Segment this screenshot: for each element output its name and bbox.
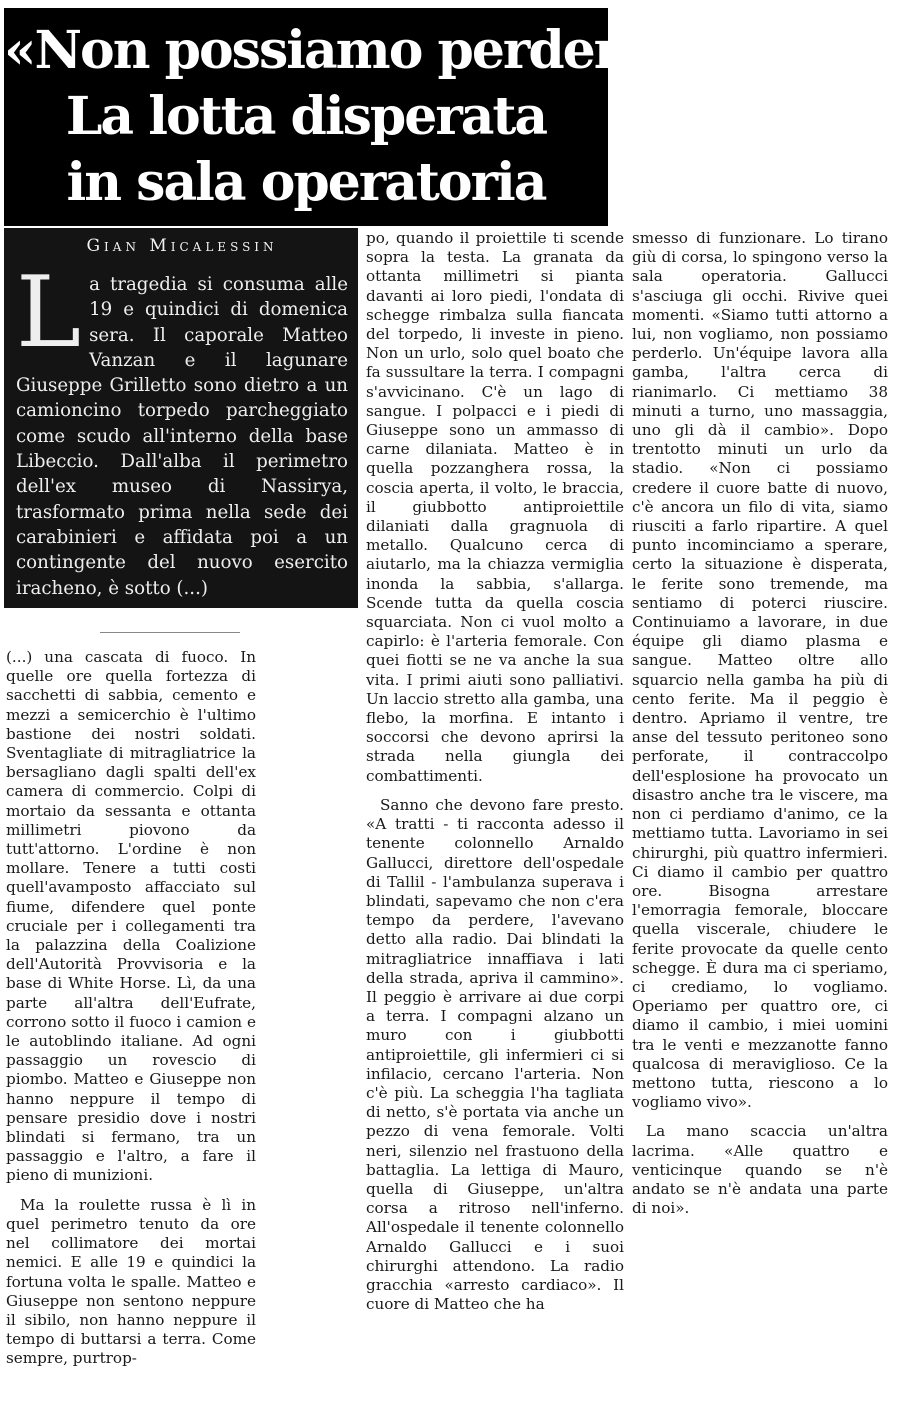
- paragraph: Sanno che devono fare presto. «A tratti - ti racconta adesso il tenente colonnello Arnaldo Gallucci, direttore dell'ospedale di Tallil - l'ambulanza superava i blindati, sapevamo che non c'era tempo da perdere, l'avevano detto alla radio. Dai blindati la mitragliatrice innaffiava i lati della strada, apriva il cammino». Il peggio è arrivare ai due corpi a terra. I compagni alzano un muro con i giubbotti antiproiettile, gli infermieri ci si infilacio, cercano l'arteria. Non c'è più. La scheggia l'ha tagliata di netto, s'è portata via anche un pezzo di vena femorale. Volti neri, silenzio nel frastuono della battaglia. La lettiga di Mauro, quella di Giuseppe, un'altra corsa a ritroso nell'inferno. All'ospedale il tenente colonnello Arnaldo Gallucci e i suoi chirurghi attendono. La radio gracchia «arresto cardiaco». Il cuore di Matteo che ha: [366, 795, 624, 1314]
- paragraph: (...) una cascata di fuoco. In quelle ore quella fortezza di sacchetti di sabbia, cemento e mezzi a semicerchio è l'ultimo bastione dei nostri soldati. Sventagliate di mitragliatrice la bersagliano dagli spalti dell'ex camera di commercio. Colpi di mortaio da sessanta e ottanta millimetri piovono da tutt'attorno. L'ordine è non mollare. Tenere a tutti costi quell'avamposto affacciato sul fiume, difendere quel ponte cruciale per i collegamenti tra la palazzina della Coalizione dell'Autorità Provvisoria e la base di White Horse. Lì, da una parte all'altra dell'Eufrate, corrono sotto il fuoco i camion e le autoblindo italiane. Ad ogni passaggio un rovescio di piombo. Matteo e Giuseppe non hanno neppure il tempo di pensare presidio dove i nostri blindati si fermano, tra un passaggio e l'altro, a fare il pieno di munizioni.: [6, 648, 256, 1185]
- abstract-body: a tragedia si consuma alle 19 e quindici di domenica sera. Il caporale Matteo Vanzan e il lagunare Giuseppe Grilletto sono dietro a un camioncino torpedo parcheggiato come scudo all'interno della base Libeccio. Dall'alba il perimetro dell'ex museo di Nassirya, trasformato prima nella sede dei carabinieri e affidata poi a un contingente del nuovo esercito iracheno, è sotto (...): [16, 274, 348, 599]
- drop-cap: L: [16, 256, 82, 370]
- paragraph: po, quando il proiettile ti scende sopra la testa. La granata da ottanta millimetri si pianta davanti ai loro piedi, l'ondata di schegge rimbalza sulla fiancata del torpedo, li investe in pieno. Non un urlo, solo quel boato che fa sussultare la terra. I compagni s'avvicinano. C'è un lago di sangue. I polpacci e i piedi di Giuseppe sono un ammasso di carne dilaniata. Matteo è in quella pozzanghera rossa, la coscia aperta, il volto, le braccia, il giubbotto antiproiettile dilaniati dalla gragnuola di metallo. Qualcuno cerca di aiutarlo, ma la chiazza vermiglia inonda la sabbia, s'allarga. Scende tutta da quella coscia squarciata. Non ci vuol molto a capirlo: è l'arteria femorale. Con quei fiotti se ne va anche la sua vita. I primi aiuti sono palliativi. Un laccio stretto alla gamba, una flebo, la morfina. E intanto i soccorsi che devono aprirsi la strada nella giungla dei combattimenti.: [366, 229, 624, 785]
- paragraph: smesso di funzionare. Lo tirano giù di corsa, lo spingono verso la sala operatoria. Gallucci s'asciuga gli occhi. Rivive quei momenti. «Siamo tutti attorno a lui, non vogliamo, non possiamo perderlo. Un'équipe lavora alla gamba, l'altra cerca di rianimarlo. Ci mettiamo 38 minuti a turno, uno massaggia, uno gli dà il cambio». Dopo trentotto minuti un urlo da stadio. «Non ci possiamo credere il cuore batte di nuovo, c'è ancora un filo di vita, siamo riusciti a farlo ripartire. A quel punto incominciamo a sperare, certo la situazione è disperata, le ferite sono tremende, ma sentiamo di poterci riuscire. Continuiamo a lavorare, in due équipe gli diamo plasma e sangue. Matteo oltre allo squarcio nella gamba ha più di cento ferite. Ma il peggio è dentro. Apriamo il ventre, tre anse del tessuto peritoneo sono perforate, il contraccolpo dell'esplosione ha provocato un disastro anche tra le viscere, ma non ci perdiamo d'animo, ce la mettiamo tutta. Lavoriamo in sei chirurghi, più quattro infermieri. Ci diamo il cambio per quattro ore. Bisogna arrestare l'emorragia femorale, bloccare quella viscerale, chiudere le ferite provocate da quelle cento schegge. È dura ma ci speriamo, ci crediamo, lo vogliamo. Operiamo per quattro ore, ci diamo il cambio, i miei uomini tra le venti e mezzanotte fanno qualcosa di meraviglioso. Ce la mettono tutta, riescono a lo vogliamo vivo».: [632, 229, 888, 1112]
- article-column-2: [366, 229, 624, 1314]
- headline-line-2: La lotta disperata: [65, 86, 547, 147]
- headline-line-1: «Non possiamo perderlo»: [4, 20, 701, 81]
- headline: [4, 8, 701, 226]
- article-column-1: [6, 648, 256, 1369]
- column-divider: [100, 632, 240, 633]
- byline: Gian Micalessin: [86, 236, 278, 256]
- article-column-3: [632, 229, 888, 1218]
- headline-line-3: in sala operatoria: [66, 152, 546, 213]
- abstract-box: [4, 228, 358, 608]
- abstract-text: [16, 256, 348, 601]
- paragraph: La mano scaccia un'altra lacrima. «Alle quattro e venticinque quando se n'è andato se n'è andata una parte di noi».: [632, 1122, 888, 1218]
- paragraph: Ma la roulette russa è lì in quel perimetro tenuto da ore nel collimatore dei mortai nemici. E alle 19 e quindici la fortuna volta le spalle. Matteo e Giuseppe non sentono neppure il sibilo, non hanno neppure il tempo di buttarsi a terra. Come sempre, purtrop-: [6, 1195, 256, 1368]
